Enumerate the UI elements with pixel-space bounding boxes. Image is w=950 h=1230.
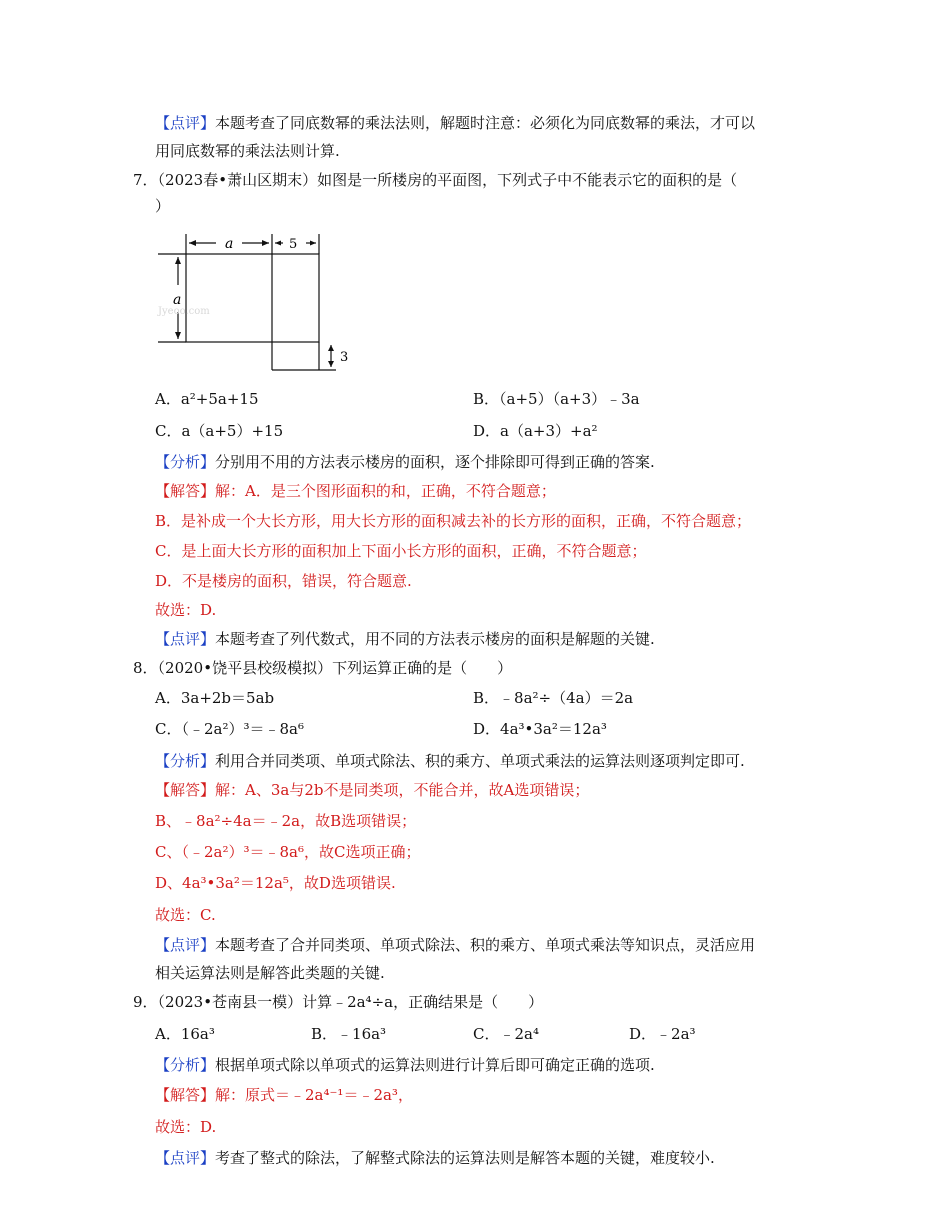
q8-stem: 8．（2020•饶平县校级模拟）下列运算正确的是（ ） xyxy=(133,659,513,677)
q7-option-b: B．（a+5）（a+3）﹣3a xyxy=(473,390,640,408)
q7-option-c: C．a（a+5）+15 xyxy=(155,422,284,440)
q9-answer: 【解答】解：原式＝﹣2a⁴⁻¹＝﹣2a³， xyxy=(155,1086,413,1104)
q8-answer-tag: 【解答】 xyxy=(155,781,216,799)
q7-review-tag: 【点评】 xyxy=(155,630,216,648)
label-left-a: a xyxy=(173,292,182,308)
q9-stem: 9．（2023•苍南县一模）计算﹣2a⁴÷a，正确结果是（ ） xyxy=(133,993,544,1011)
label-top-a: a xyxy=(225,236,234,252)
q7-answer-line3: C．是上面大长方形的面积加上下面小长方形的面积，正确，不符合题意； xyxy=(155,542,647,560)
q7-option-a: A．a²+5a+15 xyxy=(155,390,259,408)
label-right-3: 3 xyxy=(340,350,349,365)
watermark: Jyeoo.com xyxy=(158,306,210,317)
q9-answer-choice: 故选：D. xyxy=(155,1118,217,1136)
q9-option-a: A．16a³ xyxy=(155,1025,215,1043)
q7-stem-line2: ） xyxy=(155,197,171,215)
q8-answer-line2: B、﹣8a²÷4a＝﹣2a，故B选项错误； xyxy=(155,812,417,830)
q8-review-line2: 相关运算法则是解答此类题的关键. xyxy=(155,964,385,982)
q8-answer-line4: D、4a³•3a²＝12a⁵，故D选项错误. xyxy=(155,874,396,892)
q7-option-d: D．a（a+3）+a² xyxy=(473,422,598,440)
q7-answer-choice: 故选：D. xyxy=(155,601,217,619)
q8-answer-choice: 故选：C. xyxy=(155,906,216,924)
q7-review: 【点评】本题考查了列代数式，用不同的方法表示楼房的面积是解题的关键. xyxy=(155,630,655,648)
label-top-5: 5 xyxy=(289,237,298,252)
q9-answer-tag: 【解答】 xyxy=(155,1086,216,1104)
q7-answer-tag: 【解答】 xyxy=(155,482,216,500)
q7-floor-plan-figure xyxy=(156,230,356,384)
q8-answer-line3: C、（﹣2a²）³＝﹣8a⁶，故C选项正确； xyxy=(155,843,421,861)
q7-answer-line2: B．是补成一个大长方形，用大长方形的面积减去补的长方形的面积，正确，不符合题意； xyxy=(155,512,752,530)
q7-floor-plan-svg xyxy=(156,230,356,380)
q6-review-line2: 用同底数幂的乘法法则计算. xyxy=(155,142,340,160)
q9-analysis: 【分析】根据单项式除以单项式的运算法则进行计算后即可确定正确的选项. xyxy=(155,1056,655,1074)
q9-option-d: D．﹣2a³ xyxy=(629,1025,696,1043)
q8-review-tag: 【点评】 xyxy=(155,936,216,954)
q7-analysis: 【分析】分别用不用的方法表示楼房的面积，逐个排除即可得到正确的答案. xyxy=(155,453,655,471)
q7-stem-line1: 7．（2023春•萧山区期末）如图是一所楼房的平面图，下列式子中不能表示它的面积的是（ xyxy=(133,171,738,189)
q8-answer-line1: 【解答】解：A、3a与2b不是同类项，不能合并，故A选项错误； xyxy=(155,781,590,799)
q8-option-c: C．（﹣2a²）³＝﹣8a⁶ xyxy=(155,720,304,738)
q9-option-b: B．﹣16a³ xyxy=(311,1025,387,1043)
q7-answer-line1: 【解答】解：A．是三个图形面积的和，正确，不符合题意； xyxy=(155,482,556,500)
q8-analysis-tag: 【分析】 xyxy=(155,752,216,770)
q9-analysis-tag: 【分析】 xyxy=(155,1056,216,1074)
q7-analysis-tag: 【分析】 xyxy=(155,453,216,471)
q8-analysis: 【分析】利用合并同类项、单项式除法、积的乘方、单项式乘法的运算法则逐项判定即可. xyxy=(155,752,745,770)
q8-option-d: D．4a³•3a²＝12a³ xyxy=(473,720,607,738)
q6-review-line1: 【点评】本题考查了同底数幂的乘法法则，解题时注意：必须化为同底数幂的乘法，才可以 xyxy=(155,114,756,132)
q8-option-a: A．3a+2b＝5ab xyxy=(155,689,275,707)
q6-review-tag: 【点评】 xyxy=(155,114,216,132)
q8-option-b: B．﹣8a²÷（4a）＝2a xyxy=(473,689,634,707)
q9-review: 【点评】考查了整式的除法，了解整式除法的运算法则是解答本题的关键，难度较小. xyxy=(155,1149,715,1167)
q9-review-tag: 【点评】 xyxy=(155,1149,216,1167)
q9-option-c: C．﹣2a⁴ xyxy=(473,1025,539,1043)
q8-review-line1: 【点评】本题考查了合并同类项、单项式除法、积的乘方、单项式乘法等知识点，灵活应用 xyxy=(155,936,756,954)
q7-answer-line4: D．不是楼房的面积，错误，符合题意. xyxy=(155,572,412,590)
